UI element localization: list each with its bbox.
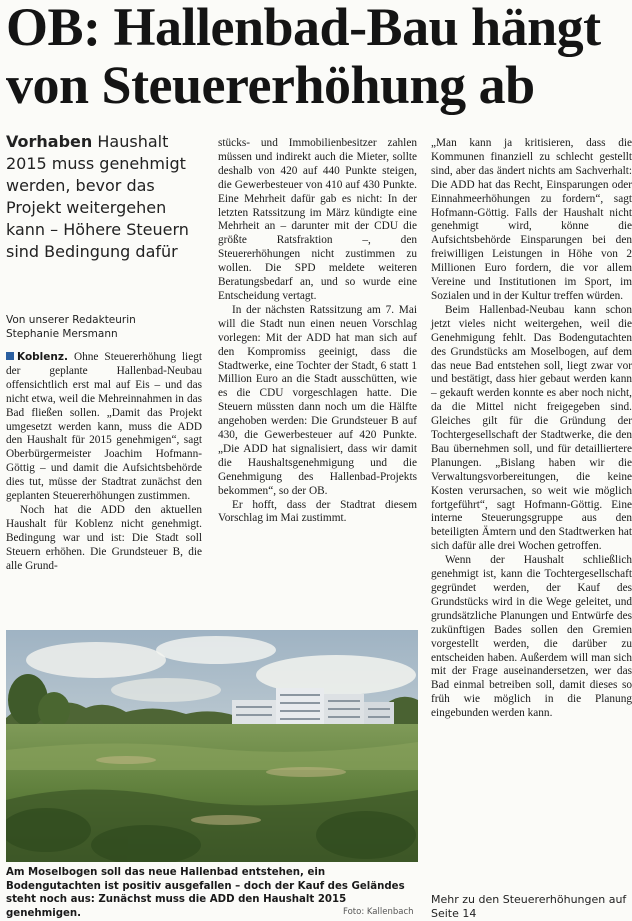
paragraph: Noch hat die ADD den aktuellen Haushalt für Koblenz nicht genehmigt. Bedingung war und ist: Die Stadt soll Steuern erhöhen. Die Grundsteuer B, die alle Grund- bbox=[6, 503, 202, 572]
article-column-2 bbox=[218, 137, 417, 526]
paragraph: stücks- und Immobilienbesitzer zahlen müssen und indirekt auch die Mieter, sollte deshalb von 420 auf 440 Punkte steigen, die Gewerbesteuer von 410 auf 430 Punkte. Eine Mehrheit dafür gab es nicht: In der letzten Ratssitzung im März kündigte eine Mehrheit an – darunter mit der CDU die größte Ratsfraktion –, den Steuererhöhungen nicht zustimmen zu wollen. Die SPD meldete weiteren Beratungsbedarf an, und so wurde eine Entscheidung vertagt. bbox=[218, 137, 417, 302]
field-photo-illustration bbox=[6, 630, 418, 862]
paragraph: Beim Hallenbad-Neubau kann schon jetzt vieles nicht weitergehen, weil die Genehmigung fehlt. Das Bodengutachten des Grundstücks am Moselbogen, auf dem das neue Bad entstehen soll, liegt zwar vor und bestätigt, dass hier gebaut werden kann – gekauft werden konnte es aber noch nicht, da die Mittel nicht freigegeben sind. Gleiches gilt für die Gründung der Tochtergesellschaft der Stadtwerke, die den Bau übernehmen soll, und für detailliertere Planungen. „Bislang haben wir die Verwaltungsvorbereitungen, die keine Kosten verursachen, so weit wie möglich fortgeführt“, sagt Hofmann-Göttig. Eine interne Steuerungsgruppe aus den beteiligten Ämtern und den Stadtwerken hat sich dafür alle drei Wochen getroffen. bbox=[431, 303, 632, 553]
article-photo bbox=[6, 630, 418, 862]
kicker bbox=[6, 131, 202, 263]
kicker-text: Haushalt 2015 muss genehmigt werden, bevor das Projekt weitergehen kann – Höhere Steuern sind Bedingung dafür bbox=[6, 132, 189, 261]
byline-line1: Von unserer Redakteurin bbox=[6, 314, 136, 326]
paragraph bbox=[6, 351, 202, 504]
paragraph: In der nächsten Ratssitzung am 7. Mai will die Stadt nun einen neuen Vorschlag vorlegen: Mit der ADD hat man sich auf den Kompromiss geeinigt, dass die Stadtwerke, eine Tochter der Stadt, 6 statt 1 Million Euro an die Stadt ausschütten, wie es die CDU vorgeschlagen hatte. Die Steuern müssten dann noch um die Hälfte angehoben werden: Die Grundsteuer B auf 430, die Gewerbesteuer auf 420 Punkte. „Die ADD hat signalisiert, dass wir damit die Haushaltsgenehmigung und die Genehmigung des Hallenbad-Projekts bekommen“, so der OB. bbox=[218, 303, 417, 497]
dateline: Koblenz. bbox=[17, 351, 68, 363]
photo-credit: Foto: Kallenbach bbox=[343, 907, 414, 917]
kicker-lead: Vorhaben bbox=[6, 132, 93, 151]
photo-caption: Am Moselbogen soll das neue Hallenbad entstehen, ein Bodengutachten ist positiv ausgefallen – doch der Kauf des Geländes steht noch aus: Zunächst muss die ADD den Haushalt 2015 genehmigen. bbox=[6, 867, 405, 919]
paragraph: Wenn der Haushalt schließlich genehmigt ist, kann die Tochtergesellschaft gegründet werden, der Kauf des Grundstücks wird in die Wege geleitet, und grundsätzliche Planungen und Entwürfe des zukünftigen Bades sollen den Gremien vorgestellt werden, die darüber zu entscheiden haben. Außerdem will man sich mit der Frage auseinandersetzen, wer das Bad einmal betreiben soll, damit dieses so früh wie möglich in die Planung eingebunden werden kann. bbox=[431, 554, 632, 720]
paragraph-text: Ohne Steuererhöhung liegt der geplante Hallenbad-Neubau offensichtlich erst mal auf Eis – und das nicht etwa, weil die Mehreinnahmen in das Bad fließen sollen. „Damit das Projekt umgesetzt werden kann, muss die ADD den Haushalt für 2015 genehmigen“, sagt Oberbürgermeister Joachim Hofmann-Göttig – und damit die Aufsichtsbehörde dies tut, müsse der Stadtrat zunächst den geplanten Steuererhöhungen zustimmen. bbox=[6, 351, 202, 503]
author-name: Stephanie Mersmann bbox=[6, 328, 118, 340]
more-reference: Mehr zu den Steuererhöhungen auf Seite 14 bbox=[431, 893, 627, 920]
paragraph: Er hofft, dass der Stadtrat diesem Vorschlag im Mai zustimmt. bbox=[218, 498, 417, 525]
paragraph: „Man kann ja kritisieren, dass die Kommunen finanziell zu schlecht gestellt sind, aber das ändert nichts am Sachverhalt: Die ADD hat das Recht, Einsparungen oder Einnahmeerhöhungen zu fordern“, sagt Hofmann-Göttig. Falls der Haushalt nicht genehmigt wird, könne die Aufsichtsbehörde Einsparungen bei den freiwilligen Leistungen in Höhe von 2 Millionen Euro fordern, die vor allem Vereine und Institutionen im Sport, im Sozialen und in der Kultur treffen würden. bbox=[431, 137, 632, 302]
byline bbox=[6, 313, 202, 341]
headline: OB: Hallenbad-Bau hängt von Steuererhöhung ab bbox=[6, 0, 601, 115]
square-bullet-icon bbox=[6, 352, 14, 360]
article-column-3 bbox=[431, 137, 632, 721]
article-column-1 bbox=[6, 351, 202, 574]
